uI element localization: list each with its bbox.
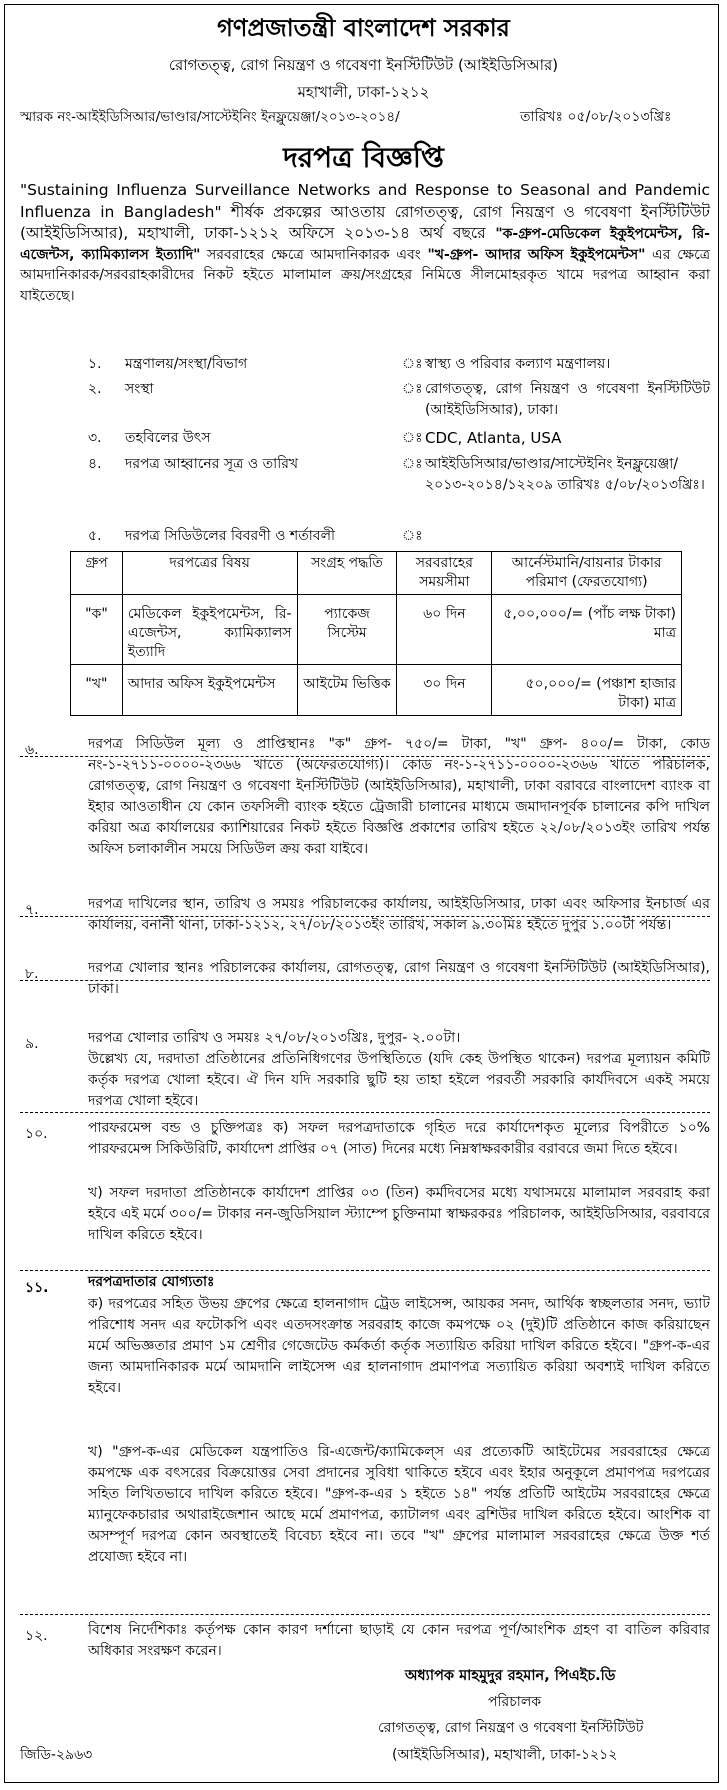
memo-date: তারিখঃ ০৫/০৮/২০১৩খ্রিঃ <box>520 109 672 125</box>
section-divider <box>20 980 710 981</box>
table-header-cell: গ্রুপ <box>71 552 123 595</box>
table-row <box>71 665 682 716</box>
intro-group-kha: "খ-গ্রুপ- আদার অফিস ইকুইপমেন্টস" <box>427 246 646 263</box>
item-4-num: ৪. <box>88 456 102 472</box>
section-10-text-b: খ) সফল দরদাতা প্রতিষ্ঠানকে কার্যাদেশ প্রাপ্তির ০৩ (তিন) কর্মদিবসের মধ্যে যথাসময়ে মালামাল সরবরাহ করা হইবে এই মর্মে ৩০০/= টাকার নন-জুডিসিয়াল স্ট্যাম্পে চুক্তিনামা স্বাক্ষরকরঃ পরিচালক, আইইডিসিআর, বরবাবরে দাখিল করিতে হইবে। <box>88 1185 710 1243</box>
section-11-num: ১১. <box>25 1280 49 1296</box>
table-header-cell: সরবরাহের সময়সীমা <box>397 552 492 595</box>
table-header-cell: সংগ্রহ পদ্ধতি <box>297 552 397 595</box>
section-7-num: ৭. <box>25 902 39 918</box>
notice-title: দরপত্র বিজ্ঞপ্তি <box>283 141 444 174</box>
section-8-num: ৮. <box>25 966 39 982</box>
item-2-label: সংস্থা <box>125 381 154 397</box>
section-divider <box>20 756 710 757</box>
item-4-label: দরপত্র আহ্বানের সূত্র ও তারিখ <box>125 456 299 472</box>
section-6-num: ৬. <box>25 742 39 758</box>
table-cell: মেডিকেল ইকুইপমেন্টস, রি-এজেন্টস, ক্যামিক্যালস ইত্যাদি <box>122 595 297 665</box>
signatory-org: রোগতত্ত্ব, রোগ নিয়ন্ত্রণ ও গবেষণা ইনস্টিটিউট <box>378 1720 644 1736</box>
table-cell: ৫০,০০০/= (পঞ্চাশ হাজার টাকা) মাত্র <box>492 665 682 716</box>
section-12-num: ১২. <box>25 1628 48 1644</box>
memo-number: স্মারক নং-আইইডিসিআর/ভাণ্ডার/সাস্টেইনিং ইনফ্লুয়েঞ্জা/২০১৩-২০১৪/ <box>20 109 400 125</box>
table-cell: "খ" <box>71 665 123 716</box>
section-11-text-b: খ) "গ্রুপ-ক-এর মেডিকেল যন্ত্রপাতিও রি-এজেন্ট/ক্যামিকেল্স এর প্রত্যেকটি আইটেমের সরবরাহের ক্ষেত্রে কমপক্ষে এক বৎসরের বিক্রয়োত্তর সেবা প্রদানের সুবিধা থাকিতে হইবে এবং ইহার অনুকূলে প্রমাণপত্র দরপত্রের সহিত লিখিতভাবে দাখিল করিতে হইবে। "গ্রুপ-ক-এর ১ হইতে ১৪" পর্যন্ত প্রতিটি আইটেম সরবরাহের ক্ষেত্রে ম্যানুফেকচারার অথারাইজেশান আছে মর্মে প্রমাণপত্র, ক্যাটালগ এবং ব্রশিউর দাখিল করিতে হইবে। আংশিক বা অসম্পূর্ণ দরপত্র কোন অবস্থাতেই বিবেচ্য হইবে না। তবে "খ" গ্রুপের মালামাল সরবরাহের ক্ষেত্রে উক্ত শর্ত প্রযোজ্য হইবে না। <box>88 1444 710 1565</box>
item-3-sep: ঃ <box>402 430 423 446</box>
item-5-sep: ঃ <box>402 528 423 544</box>
table-header-cell: আর্নেস্টমানি/বায়নার টাকার পরিমাণ (ফেরতযোগ্য) <box>492 552 682 595</box>
signatory-address: (আইইডিসিআর), মহাখালী, ঢাকা-১২১২ <box>392 1747 618 1763</box>
item-4-value: আইইডিসিআর/ভাণ্ডার/সাস্টেইনিং ইনফ্লুয়েঞ্জা/২০১৩-২০১৪/১২২০৯ তারিখঃ ৫/০৮/২০১৩খ্রিঃ। <box>425 456 705 493</box>
item-5-label: দরপত্র সিডিউলের বিবরণী ও শর্তাবলী <box>125 528 336 544</box>
section-10-text-a: পারফরমেন্স বন্ড ও চুক্তিপত্রঃ ক) সফল দরপত্রদাতাকে গৃহিত দরে কার্যাদেশকৃত মূল্যের বিপরীতে ১০% পারফরমেন্স সিকিউরিটি, কার্যাদেশ প্রাপ্তির ০৭ (সাত) দিনের মধ্যে নিম্নস্বাক্ষরকারীর বরাবরে জমা দিতে হইবে। <box>88 1120 710 1157</box>
table-cell: "ক" <box>71 595 123 665</box>
table-header-cell: দরপত্রের বিষয় <box>122 552 297 595</box>
intro-part3: এর ক্ষেত্রে আমদানিকারক/সরবরাহকারীদের নিকট হইতে মালামাল ক্রয়/সংগ্রহের নিমিত্তে সীলমোহরকৃত খামে দরপত্র আহ্বান করা যাইতেছে। <box>20 246 710 304</box>
signatory-name: অধ্যাপক মাহমুদুর রহমান, পিএইচ.ডি <box>405 1668 616 1684</box>
section-9-text: দরপত্র খোলার তারিখ ও সময়ঃ ২৭/০৮/২০১৩খ্রিঃ, দুপুর- ২.০০টা। <box>88 1030 461 1046</box>
intro-part1: "Sustaining Influenza Surveillance Networks and Response to Seasonal and Pandemic Influenza in Bangladesh" শীর্ষক প্রকল্পের আওতায় রোগতত্ত্ব, রোগ নিয়ন্ত্রণ ও গবেষণা ইনস্টিটিউট (আইইডিসিআর), মহাখালী, ঢাকা-১২১২ অফিসে ২০১৩-১৪ অর্থ বছরে <box>20 181 710 242</box>
section-12-text: বিশেষ নির্দেশিকাঃ কর্তৃপক্ষ কোন কারণ দর্শানো ছাড়াই যে কোন দরপত্র পূর্ণ/আংশিক গ্রহণ বা বাতিল করিবার অধিকার সংরক্ষণ করেন। <box>88 1622 710 1659</box>
intro-paragraph <box>20 180 710 306</box>
section-divider <box>20 1614 710 1615</box>
intro-group-ka: "ক-গ্রুপ-মেডিকেল ইকুইপমেন্টস, রি-এজেন্টস, ক্যামিক্যালস ইত্যাদি" <box>20 226 710 263</box>
table-cell: প্যাকেজ সিস্টেম <box>297 595 397 665</box>
section-11-heading: দরপত্রদাতার যোগ্যতাঃ <box>88 1274 215 1290</box>
signatory-designation: পরিচালক <box>488 1694 542 1710</box>
item-4-sep: ঃ <box>402 456 423 472</box>
item-1-sep: ঃ <box>402 356 423 372</box>
section-11-text-a: ক) দরপত্রের সহিত উভয় গ্রুপের ক্ষেত্রে হালনাগাদ ট্রেড লাইসেন্স, আয়কর সনদ, আর্থিক স্বচ্ছলতার সনদ, ভ্যাট পরিশোধ সনদ এর ফটোকপি এবং এতদসংক্রান্ত সরবরাহ কাজে কমপক্ষে ০২ (দুই)টি প্রতিষ্ঠানে কাজ করিয়াছেন মর্মে অভিজ্ঞতার প্রমাণ ১ম শ্রেণীর গেজেটেড কর্মকর্তা কর্তৃক সত্যায়িত করিয়া দাখিল করিতে হইবে। "গ্রুপ-ক-এর জন্য আমদানিকারক মর্মে আমদানি লাইসেন্স এর হালনাগাদ প্রমাণপত্র সত্যায়িত করিয়া অবশ্যই দাখিল করিতে হইবে। <box>88 1296 710 1396</box>
section-9-num: ৯. <box>25 1036 39 1052</box>
schedule-table <box>70 551 682 716</box>
institute-name: রোগতত্ত্ব, রোগ নিয়ন্ত্রণ ও গবেষণা ইনস্টিটিউট (আইইডিসিআর) <box>168 56 559 74</box>
item-1-value: স্বাস্থ্য ও পরিবার কল্যাণ মন্ত্রণালয়। <box>425 356 611 372</box>
government-title: গণপ্রজাতন্ত্রী বাংলাদেশ সরকার <box>217 14 510 42</box>
section-divider <box>20 916 710 917</box>
table-cell: ৩০ দিন <box>397 665 492 716</box>
section-divider <box>20 1112 710 1113</box>
table-cell: আদার অফিস ইকুইপমেন্টস <box>122 665 297 716</box>
intro-part2: সরবরাহের ক্ষেত্রে আমদানিকারক এবং <box>200 246 428 263</box>
table-cell: ৬০ দিন <box>397 595 492 665</box>
item-1-num: ১. <box>88 356 102 372</box>
item-2-num: ২. <box>88 381 102 397</box>
section-divider <box>20 1270 710 1271</box>
gd-code: জিডি-২৯৬৩ <box>20 1747 93 1763</box>
section-9-note: উল্লেখ্য যে, দরদাতা প্রতিষ্ঠানের প্রতিনিধিগণের উপস্থিতিতে (যদি কেহ উপস্থিত থাকেন) দরপত্র মূল্যায়ন কমিটি কর্তৃক দরপত্র খোলা হইবে। ঐ দিন যদি সরকারি ছুটি হয় তাহা হইলে পরবর্তী সরকারি কার্যদিবসে একই সময়ে দরপত্র খোলা হইবে। <box>88 1051 710 1109</box>
item-5-num: ৫. <box>88 528 102 544</box>
table-cell: ৫,০০,০০০/= (পাঁচ লক্ষ টাকা) মাত্র <box>492 595 682 665</box>
item-3-value: CDC, Atlanta, USA <box>425 429 562 447</box>
table-cell: আইটেম ভিত্তিক <box>297 665 397 716</box>
section-8-text: দরপত্র খোলার স্থানঃ পরিচালকের কার্যালয়, রোগতত্ত্ব, রোগ নিয়ন্ত্রণ ও গবেষণা ইনস্টিটিউট (আইইডিসিআর), ঢাকা। <box>88 960 710 997</box>
table-row <box>71 595 682 665</box>
item-1-label: মন্ত্রণালয়/সংস্থা/বিভাগ <box>125 356 248 372</box>
table-header-row <box>71 552 682 595</box>
section-6-text: দরপত্র সিডিউল মূল্য ও প্রাপ্তিস্থানঃ "ক" গ্রুপ- ৭৫০/= টাকা, "খ" গ্রুপ- ৪০০/= টাকা, কোড নং-১-২৭১১-০০০০-২৩৬৬ খাতে (অফেরতযোগ্য)। কোড নং-১-২৭১১-০০০০-২৩৬৬ খাতে পরিচালক, রোগতত্ত্ব, রোগ নিয়ন্ত্রণ ও গবেষণা ইনস্টিটিউট (আইইডিসিআর), মহাখালী, ঢাকা বরাবরে বাংলাদেশ ব্যাংক বা ইহার আওতাধীন যে কোন তফসিলী ব্যাংক হইতে ট্রেজারী চালানের মাধ্যমে জমাদানপূর্বক চালানের কপি দাখিল করিয়া অত্র কার্যালয়ের ক্যাশিয়ারের নিকট হইতে বিজ্ঞপ্তি প্রকাশের তারিখ হইতে ২২/০৮/২০১৩ইং তারিখ পর্যন্ত অফিস চলাকালীন সময়ে সিডিউল ক্রয় করা যাইবে। <box>88 736 710 857</box>
item-2-value: রোগতত্ত্ব, রোগ নিয়ন্ত্রণ ও গবেষণা ইনস্টিটিউট (আইইডিসিআর), ঢাকা। <box>425 381 710 418</box>
item-3-label: তহবিলের উৎস <box>125 430 211 446</box>
item-2-sep: ঃ <box>402 381 423 397</box>
section-7-text: দরপত্র দাখিলের স্থান, তারিখ ও সময়ঃ পরিচালকের কার্যালয়, আইইডিসিআর, ঢাকা এবং অফিসার ইনচার্জ এর কার্যালয়, বনানী থানা, ঢাকা-১২১২, ২৭/০৮/২০১৩ইং তারিখ, সকাল ৯.৩০মিঃ হইতে দুপুর ১.০০টা পর্যন্ত। <box>88 896 710 933</box>
section-10-num: ১০. <box>25 1126 48 1142</box>
item-3-num: ৩. <box>88 430 102 446</box>
institute-address: মহাখালী, ঢাকা-১২১২ <box>297 83 430 101</box>
